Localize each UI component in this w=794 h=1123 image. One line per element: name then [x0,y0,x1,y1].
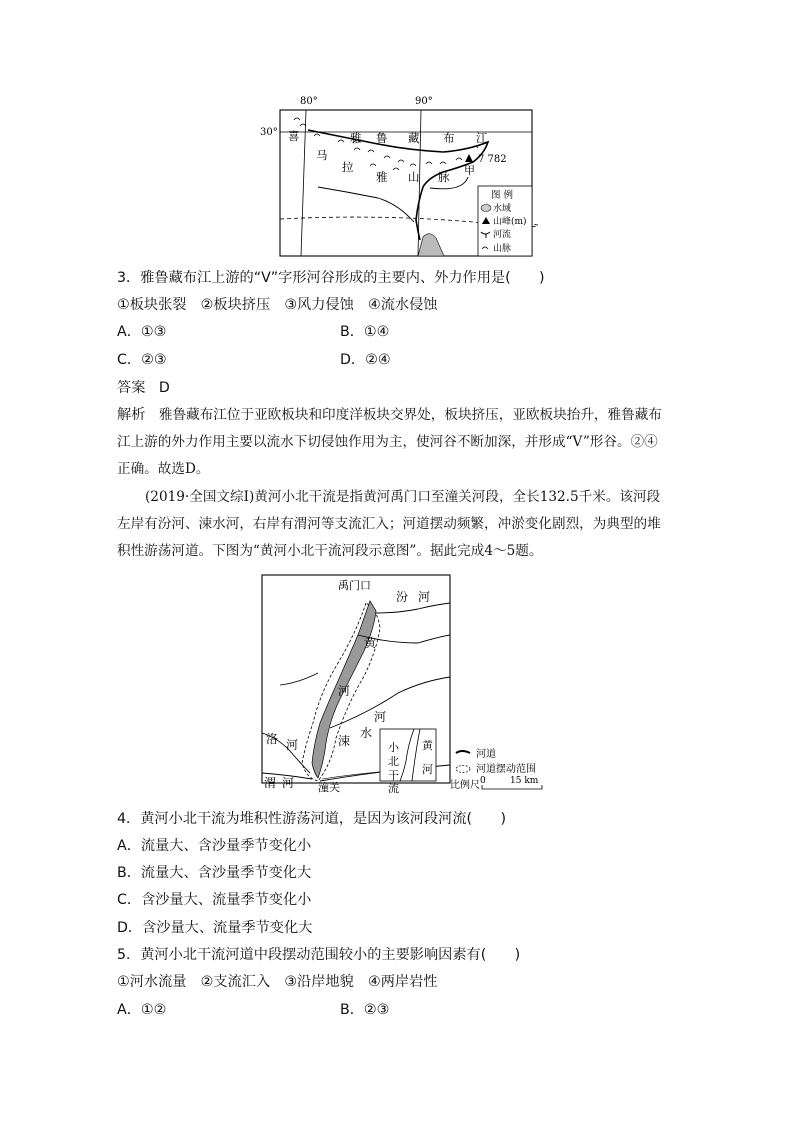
q4-option-d[interactable]: D．含沙量大、流量季节变化大 [117,920,313,936]
lon-right-label: 90° [415,96,433,107]
q3-stem: 3．雅鲁藏布江上游的“V”字形河谷形成的主要内、外力作用是( ) [117,270,545,286]
q3-analysis-1 [117,405,662,425]
inset-char-3: 干 [388,769,399,782]
scale-label: 比例尺 [450,780,480,791]
q5-option-a[interactable]: A．①② [117,1002,167,1018]
q3-analysis-3: 正确。故选D。 [117,461,210,477]
label-shui: 水 [360,726,373,740]
range-char-4: 雅 [376,170,388,184]
label-fen: 汾 [396,590,409,604]
river-char-5: 江 [476,131,488,145]
river-char-3: 藏 [408,131,420,145]
range-char-2: 马 [316,148,328,162]
legend-range: 河道摆动范围 [476,764,536,775]
answer-value: D [158,380,170,396]
q3-answer-row [117,378,170,398]
legend-mountain: 山脉 [493,244,512,254]
scale-zero: 0 [480,776,486,786]
label-su: 涑 [338,734,351,748]
water-legend-icon [481,205,491,212]
yellow-river-map [258,573,548,793]
label-tongguan: 潼关 [318,781,340,793]
legend-title: 图 例 [491,190,514,201]
river-char-4: 布 [443,131,455,145]
answer-label: 答案 [117,380,146,396]
river-char-1: 雅 [350,131,362,145]
q3-analysis-2: 江上游的外力作用主要以流水下切侵蚀作用为主，使河谷不断加深，并形成“V”形谷。②④ [117,434,658,450]
label-yumenkou: 禹门口 [338,579,371,592]
label-luo-he: 河 [286,738,299,752]
q5-option-b[interactable]: B．②③ [340,1002,390,1018]
inset-char-1: 小 [388,741,399,754]
channel-legend-icon [456,751,470,753]
q4-stem: 4．黄河小北干流为堆积性游荡河道，是因为该河段河流( ) [117,811,506,827]
label-huang-he: 河 [338,684,351,698]
q3-option-b[interactable]: B．①④ [340,324,390,340]
q3-option-c[interactable]: C．②③ [117,352,167,368]
range-legend-icon [456,766,470,773]
q4-option-c[interactable]: C．含沙量大、流量季节变化小 [117,892,312,908]
inset-char-2: 北 [388,755,399,768]
analysis-label: 解析 [117,407,146,423]
peak-triangle-icon [465,154,473,162]
range-char-6: 脉 [438,170,450,184]
q5-options: ①河水流量 ②支流汇入 ③沿岸地貌 ④两岸岩性 [117,974,438,990]
peak-name: 甲 [464,164,475,177]
analysis-text-1: 雅鲁藏布江位于亚欧板块和印度洋板块交界处，板块挤压，亚欧板块抬升，雅鲁藏布 [158,407,662,423]
range-char-3: 拉 [342,160,354,174]
label-huang: 黄 [364,636,377,650]
legend-river: 河流 [493,230,512,240]
intro-line-2: 左岸有汾河、涑水河，右岸有渭河等支流汇入；河道摆动频繁，冲淤变化剧烈，为典型的堆 [117,516,661,532]
inset-he: 河 [422,763,433,776]
q3-option-a[interactable]: A．①③ [117,324,167,340]
label-fen-he: 河 [418,590,431,604]
range-char-5: 山 [408,170,420,184]
q4-option-b[interactable]: B．流量大、含沙量季节变化大 [117,865,312,881]
inset-huang: 黄 [422,739,433,752]
q3-option-d[interactable]: D．②④ [340,352,391,368]
q5-stem: 5．黄河小北干流河道中段摆动范围较小的主要影响因素有( ) [117,947,521,963]
label-wei: 渭 [264,776,277,790]
intro-line-1: (2019·全国文综Ⅰ)黄河小北干流是指黄河禹门口至潼关河段，全长132.5千米。该河段 [145,489,661,505]
intro-line-3: 积性游荡河道。下图为“黄河小北干流河段示意图”。据此完成4～5题。 [117,543,543,559]
lat-label: 30° [260,127,278,138]
lon-left-label: 80° [300,96,318,107]
legend-water: 水域 [493,204,512,214]
legend-channel: 河道 [476,749,496,760]
range-char-1: 喜 [288,129,300,143]
label-river-he: 河 [374,710,387,724]
q3-options: ①板块张裂 ②板块挤压 ③风力侵蚀 ④流水侵蚀 [117,297,438,313]
peak-label: 7 782 [478,154,507,165]
label-luo: 洛 [266,732,279,746]
q4-option-a[interactable]: A．流量大、含沙量季节变化小 [117,838,312,854]
river-char-2: 鲁 [376,131,388,145]
legend-peak: 山峰(m) [493,217,527,227]
tibet-river-map [258,92,538,262]
scale-value: 15 km [510,776,539,786]
label-wei-he: 河 [282,776,295,790]
inset-char-4: 流 [388,782,399,793]
